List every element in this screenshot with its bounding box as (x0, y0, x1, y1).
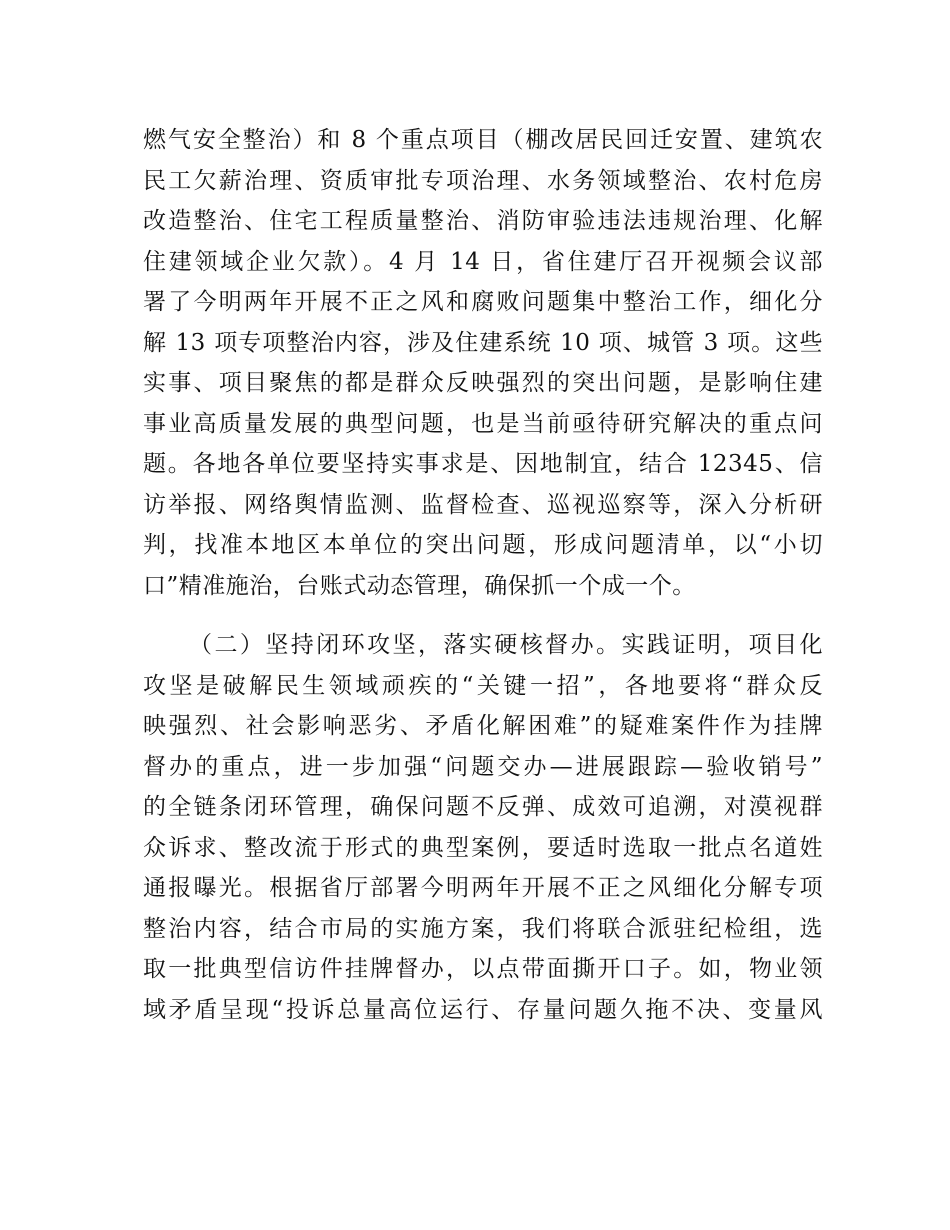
paragraph-line: 实事、项目聚焦的都是群众反映强烈的突出问题，是影响住建 (143, 370, 823, 396)
paragraph-line: 访举报、网络舆情监测、监督检查、巡视巡察等，深入分析研 (143, 491, 823, 518)
paragraph-1 (143, 120, 823, 606)
paragraph-line: 住建领域企业欠款）。4 月 14 日，省住建厅召开视频会议部 (143, 248, 823, 275)
paragraph-line: 的全链条闭环管理，确保问题不反弹、成效可追溯，对漠视群 (143, 794, 823, 820)
paragraph-line: 通报曝光。根据省厅部署今明两年开展不正之风细化分解专项 (143, 875, 823, 901)
paragraph-line: 燃气安全整治）和 8 个重点项目（棚改居民回迁安置、建筑农 (143, 127, 823, 153)
paragraph-line: 取一批典型信访件挂牌督办，以点带面撕开口子。如，物业领 (143, 956, 823, 982)
paragraph-line: 改造整治、住宅工程质量整治、消防审验违法违规治理、化解 (143, 208, 823, 234)
paragraph-line: 民工欠薪治理、资质审批专项治理、水务领域整治、农村危房 (143, 167, 823, 194)
paragraph-line: 判，找准本地区本单位的突出问题，形成问题清单，以“小切 (143, 532, 823, 558)
paragraph-line: 攻坚是破解民生领域顽疾的“关键一招”，各地要将“群众反 (143, 672, 823, 699)
paragraph-line: 督办的重点，进一步加强“问题交办—进展跟踪—验收销号” (143, 753, 823, 780)
paragraph-line: 题。各地各单位要坚持实事求是、因地制宜，结合 12345、信 (143, 451, 823, 477)
paragraph-line: 整治内容，结合市局的实施方案，我们将联合派驻纪检组，选 (143, 915, 823, 942)
paragraph-line: 事业高质量发展的典型问题，也是当前亟待研究解决的重点问 (143, 410, 823, 437)
paragraph-2 (143, 625, 823, 1030)
paragraph-line: 口”精准施治，台账式动态管理，确保抓一个成一个。 (143, 572, 696, 599)
paragraph-line: （二）坚持闭环攻坚，落实硬核督办。实践证明，项目化 (189, 632, 823, 658)
paragraph-line: 署了今明两年开展不正之风和腐败问题集中整治工作，细化分 (143, 289, 823, 315)
paragraph-line: 众诉求、整改流于形式的典型案例，要适时选取一批点名道姓 (143, 834, 823, 861)
paragraph-line: 映强烈、社会影响恶劣、矛盾化解困难”的疑难案件作为挂牌 (143, 713, 823, 739)
paragraph-line: 解 13 项专项整治内容，涉及住建系统 10 项、城管 3 项。这些 (143, 329, 823, 356)
paragraph-line: 域矛盾呈现“投诉总量高位运行、存量问题久拖不决、变量风 (143, 996, 823, 1023)
